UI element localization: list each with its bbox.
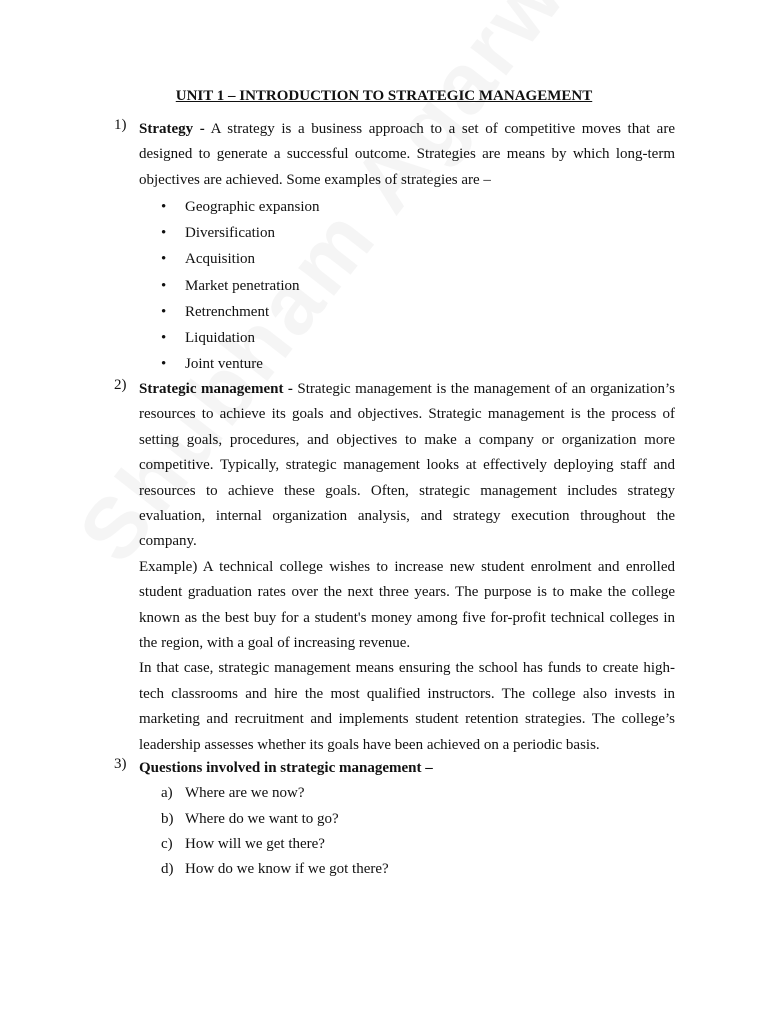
list-item-letter: c) <box>161 836 173 852</box>
list-item-text: Where are we now? <box>185 785 305 802</box>
list-item-text: Where do we want to go? <box>185 810 339 827</box>
bullet-icon: • <box>161 199 167 216</box>
section-strategy <box>114 117 675 377</box>
list-item-letter: d) <box>161 861 174 878</box>
section-text: A strategy is a business approach to a set of competitive moves that are designed to generate a successful outcome. Strategies are means by which long-term objectives are achieved. Some examples of strategies are – <box>139 121 675 188</box>
bullet-icon: • <box>161 277 167 294</box>
questions-list <box>139 781 675 882</box>
list-item-text: Liquidation <box>185 329 255 346</box>
section-term: Questions involved in strategic management – <box>139 760 433 776</box>
list-item <box>139 194 675 220</box>
section-paragraph <box>139 117 675 193</box>
list-item <box>139 246 675 272</box>
section-text: Strategic management is the management of an organization’s resources to achieve its goals and objectives. Strategic management is the process of setting goals, procedures, and objectives to make a company or organization more competitive. Typically, strategic management looks at effectively deploying staff and resources to achieve these goals. Often, strategic management includes strategy evaluation, internal organization analysis, and strategy execution throughout the company. <box>139 381 675 550</box>
list-item-text: Retrenchment <box>185 303 270 320</box>
bullet-icon: • <box>161 251 167 268</box>
list-item-text: Geographic expansion <box>185 199 320 216</box>
section-content <box>139 117 675 377</box>
section-strategic-management <box>114 377 675 758</box>
list-item-text: How do we know if we got there? <box>185 861 389 878</box>
list-item-text: How will we get there? <box>185 836 325 852</box>
section-number: 3) <box>114 756 127 772</box>
list-item-text: Market penetration <box>185 277 300 294</box>
bullet-icon: • <box>161 303 167 320</box>
example-paragraph: Example) A technical college wishes to increase new student enrolment and enrolled student graduation rates over the next three years. The purpose is to make the college known as the best buy for a student's money among five for-profit technical colleges in the region, with a goal of increasing revenue. <box>139 558 675 652</box>
strategy-examples-list <box>139 194 675 377</box>
list-item <box>139 273 675 299</box>
section-content <box>139 756 675 883</box>
bullet-icon: • <box>161 355 167 372</box>
section-term: Strategic management - <box>139 381 293 397</box>
list-item <box>139 325 675 351</box>
section-content <box>139 377 675 758</box>
page-title: UNIT 1 – INTRODUCTION TO STRATEGIC MANAGEMENT <box>175 88 593 104</box>
case-paragraph: In that case, strategic management means ensuring the school has funds to create high-tech classrooms and hire the most qualified instructors. The college also invests in marketing and recruitment and implements student retention strategies. The college’s leadership assesses whether its goals have been achieved on a periodic basis. <box>139 660 675 753</box>
list-item <box>139 857 675 882</box>
list-item <box>139 832 675 857</box>
section-term: Strategy - <box>139 121 205 137</box>
list-item-text: Acquisition <box>185 251 255 268</box>
list-item-text: Joint venture <box>185 355 263 372</box>
list-item <box>139 220 675 246</box>
section-number: 2) <box>114 377 127 393</box>
list-item <box>139 781 675 806</box>
bullet-icon: • <box>161 225 167 242</box>
list-item-letter: b) <box>161 810 174 827</box>
bullet-icon: • <box>161 329 167 346</box>
section-paragraph <box>139 756 675 781</box>
list-item <box>139 807 675 832</box>
section-paragraph <box>139 377 675 555</box>
list-item <box>139 299 675 325</box>
list-item <box>139 351 675 377</box>
section-number: 1) <box>114 117 127 133</box>
list-item-letter: a) <box>161 785 173 802</box>
list-item-text: Diversification <box>185 225 275 242</box>
section-questions <box>114 756 675 883</box>
